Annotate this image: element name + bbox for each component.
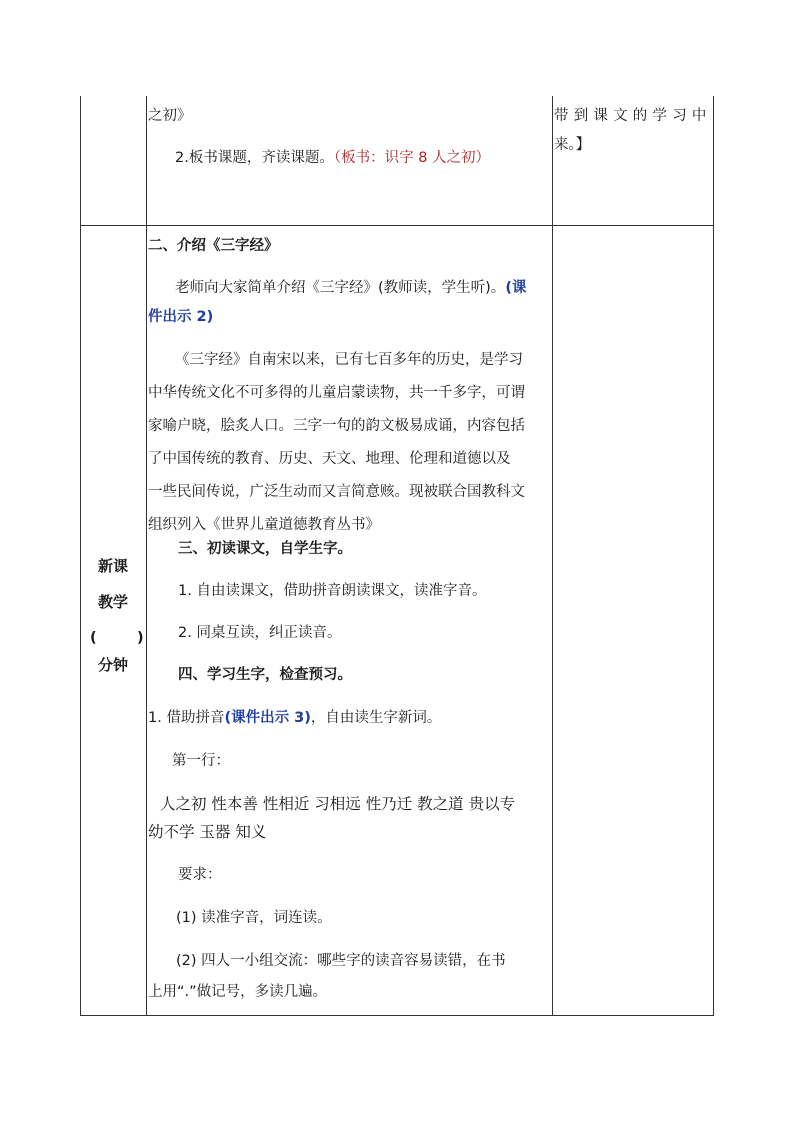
section4-item1-a: 1. 借助拼音	[148, 710, 225, 726]
section4-req-label: 要求：	[178, 867, 222, 883]
table-row-divider	[80, 225, 714, 226]
section2-para-line3: 家喻户晓，脍炙人口。三字一句的韵文极易成诵，内容包括	[148, 418, 525, 434]
section4-words-line2: 幼不学 玉器 知义	[148, 823, 267, 841]
section3-item1: 1. 自由读课文，借助拼音朗读课文，读准字音。	[178, 583, 487, 599]
left-label-paren-close: )	[137, 630, 144, 646]
left-label-paren-open: (	[90, 630, 97, 646]
section4-req2-b: 上用“.”做记号，多读几遍。	[148, 984, 328, 1000]
section2-para-line2: 中华传统文化不可多得的儿童启蒙读物，共一千多字，可谓	[148, 385, 525, 401]
section4-req1: (1) 读准字音，词连读。	[176, 910, 332, 926]
section4-row-label: 第一行：	[172, 753, 230, 769]
section2-intro-cue-cont: 件出示 2)	[148, 309, 214, 325]
section4-item1-b: ，自由读生字新词。	[310, 710, 442, 726]
left-label-line4: 分钟	[97, 656, 128, 674]
left-label-line2: 教学	[97, 593, 128, 611]
table-bottom-border	[80, 1015, 714, 1016]
section4-req2-a: (2) 四人一小组交流：哪些字的读音容易读错，在书	[176, 953, 506, 969]
right-note-line1: 带到课文的学习中	[554, 108, 712, 124]
section2-para-line5: 一些民间传说，广泛生动而又言简意赅。现被联合国教科文	[148, 484, 525, 500]
section4-heading: 四、学习生字，检查预习。	[178, 667, 352, 683]
table-left-border	[80, 96, 81, 1016]
table-col-divider-1	[146, 96, 147, 1016]
table-right-border	[713, 96, 714, 1016]
top-row-item2	[175, 148, 490, 168]
top-row-item2-main: 2.板书课题，齐读课题。	[175, 150, 334, 166]
section3-heading: 三、初读课文，自学生字。	[178, 541, 352, 557]
section2-para-line6: 组织列入《世界儿童道德教育丛书》	[148, 517, 380, 533]
section2-para-line1: 《三字经》自南宋以来，已有七百多年的历史，是学习	[175, 352, 523, 368]
section4-words-line1: 人之初 性本善 性相近 习相远 性乃迁 教之道 贵以专	[160, 795, 516, 813]
left-label-line1: 新课	[97, 557, 128, 575]
section2-para-line4: 了中国传统的教育、历史、天文、地理、伦理和道德以及	[148, 451, 511, 467]
top-row-board-note: （板书：识字 8 人之初）	[333, 150, 491, 166]
section2-intro	[175, 278, 526, 298]
section3-item2: 2. 同桌互读，纠正读音。	[178, 625, 342, 641]
section2-intro-main: 老师向大家简单介绍《三字经》(教师读，学生听)。	[175, 280, 506, 296]
section2-heading: 二、介绍《三字经》	[148, 238, 279, 254]
section4-item1-cue: (课件出示 3)	[224, 710, 311, 726]
section2-intro-cue: (课	[505, 280, 527, 296]
top-row-line1: 之初》	[148, 108, 192, 124]
table-col-divider-2	[552, 96, 553, 1016]
right-note-line2: 来。】	[554, 137, 591, 153]
section4-item1	[148, 708, 441, 728]
